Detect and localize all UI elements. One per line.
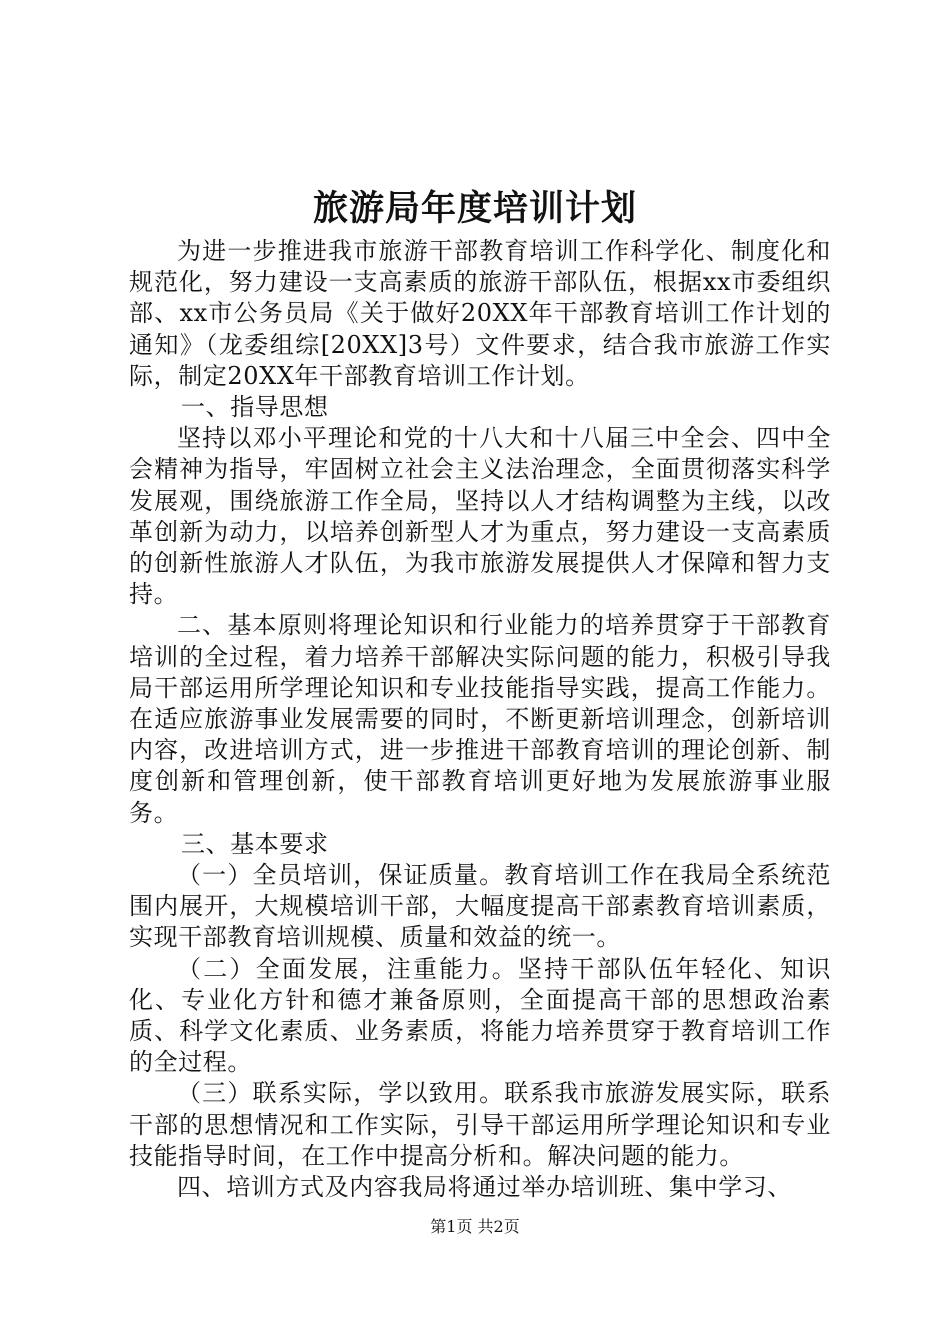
- paragraph-requirement-1: （一）全员培训，保证质量。教育培训工作在我局全系统范围内展开，大规模培训干部，大幅度提高干部素教育培训素质，实现干部教育培训规模、质量和效益的统一。: [129, 861, 831, 952]
- section-heading-guiding-ideology: 一、指导思想: [181, 393, 329, 422]
- paragraph-requirement-2: （二）全面发展，注重能力。坚持干部队伍年轻化、知识化、专业化方针和德才兼备原则，全面提高干部的思想政治素质、科学文化素质、业务素质，将能力培养贯穿于教育培训工作的全过程。: [129, 954, 831, 1077]
- document-body: [129, 236, 831, 1203]
- document-title: 旅游局年度培训计划: [312, 188, 637, 229]
- paragraph-requirement-3: （三）联系实际，学以致用。联系我市旅游发展实际，联系干部的思想情况和工作实际，引导干部运用所学理论知识和专业技能指导时间，在工作中提高分析和。解决问题的能力。: [129, 1079, 831, 1170]
- paragraph-intro: 为进一步推进我市旅游干部教育培训工作科学化、制度化和规范化，努力建设一支高素质的旅游干部队伍，根据xx市委组织部、xx市公务员局《关于做好20XX年干部教育培训工作计划的通知》（龙委组综[20XX]3号）文件要求，结合我市旅游工作实际，制定20XX年干部教育培训工作计划。: [129, 237, 831, 390]
- section-heading-basic-requirements: 三、基本要求: [181, 829, 329, 858]
- paragraph-training-methods: 四、培训方式及内容我局将通过举办培训班、集中学习、: [177, 1173, 792, 1202]
- paragraph-guiding-ideology: 坚持以邓小平理论和党的十八大和十八届三中全会、四中全会精神为指导，牢固树立社会主义法治理念，全面贯彻落实科学发展观，围绕旅游工作全局，坚持以人才结构调整为主线，以改革创新为动力，以培养创新型人才为重点，努力建设一支高素质的创新性旅游人才队伍，为我市旅游发展提供人才保障和智力支持。: [129, 424, 831, 609]
- page-number: 第1页 共2页: [430, 1217, 520, 1236]
- paragraph-basic-principles: 二、基本原则将理论知识和行业能力的培养贯穿于干部教育培训的全过程，着力培养干部解决实际问题的能力，积极引导我局干部运用所学理论知识和专业技能指导实践，提高工作能力。在适应旅游事业发展需要的同时，不断更新培训理念，创新培训内容，改进培训方式，进一步推进干部教育培训的理论创新、制度创新和管理创新，使干部教育培训更好地为发展旅游事业服务。: [129, 611, 831, 827]
